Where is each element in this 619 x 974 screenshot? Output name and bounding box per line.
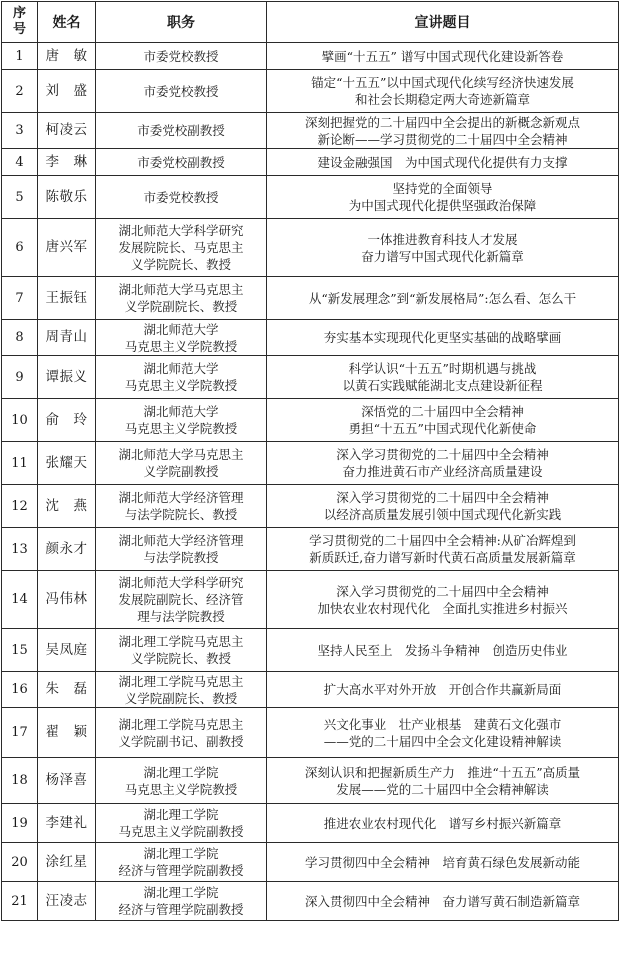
table-row — [2, 485, 619, 528]
speaker-name-cell: 王振钰 — [38, 277, 96, 320]
table-row — [2, 882, 619, 921]
position-cell: 湖北师范大学马克思主 义学院副院长、教授 — [96, 277, 267, 320]
lecture-topic-cell: 建设金融强国 为中国式现代化提供有力支撑 — [267, 149, 619, 176]
speaker-name-cell: 唐兴军 — [38, 219, 96, 277]
lecture-topic-cell: 擘画“十五五” 谱写中国式现代化建设新答卷 — [267, 43, 619, 70]
lecture-topic-cell: 深刻把握党的二十届四中全会提出的新概念新观点 新论断——学习贯彻党的二十届四中全会精神 — [267, 113, 619, 149]
lecture-topic-cell: 坚持人民至上 发扬斗争精神 创造历史伟业 — [267, 629, 619, 672]
position-cell: 市委党校教授 — [96, 176, 267, 219]
table-row — [2, 320, 619, 356]
position-cell: 湖北师范大学 马克思主义学院教授 — [96, 320, 267, 356]
lecture-topics-table — [1, 1, 619, 921]
table-row — [2, 43, 619, 70]
table-row — [2, 70, 619, 113]
lecture-topic-cell: 深入学习贯彻党的二十届四中全会精神 加快农业农村现代化 全面扎实推进乡村振兴 — [267, 571, 619, 629]
serial-number-cell: 14 — [2, 571, 38, 629]
position-cell: 市委党校副教授 — [96, 149, 267, 176]
position-cell: 湖北师范大学科学研究 发展院副院长、经济管 理与法学院教授 — [96, 571, 267, 629]
lecture-topic-cell: 推进农业农村现代化 谱写乡村振兴新篇章 — [267, 804, 619, 843]
table-body — [2, 43, 619, 921]
header-serial-number: 序 号 — [2, 2, 38, 43]
serial-number-cell: 17 — [2, 708, 38, 758]
speaker-name-cell: 沈 燕 — [38, 485, 96, 528]
speaker-name-cell: 谭振义 — [38, 356, 96, 399]
position-cell: 湖北师范大学 马克思主义学院教授 — [96, 399, 267, 442]
speaker-name-cell: 冯伟林 — [38, 571, 96, 629]
position-cell: 湖北理工学院 马克思主义学院副教授 — [96, 804, 267, 843]
serial-number-cell: 15 — [2, 629, 38, 672]
serial-number-cell: 9 — [2, 356, 38, 399]
speaker-name-cell: 涂红星 — [38, 843, 96, 882]
lecture-topic-cell: 学习贯彻党的二十届四中全会精神:从矿冶辉煌到 新质跃迁,奋力谱写新时代黄石高质量发展新篇章 — [267, 528, 619, 571]
speaker-name-cell: 李建礼 — [38, 804, 96, 843]
serial-number-cell: 18 — [2, 758, 38, 804]
lecture-topic-cell: 学习贯彻四中全会精神 培育黄石绿色发展新动能 — [267, 843, 619, 882]
position-cell: 湖北师范大学经济管理 与法学院院长、教授 — [96, 485, 267, 528]
table-row — [2, 113, 619, 149]
table-row — [2, 399, 619, 442]
serial-number-cell: 4 — [2, 149, 38, 176]
speaker-name-cell: 柯凌云 — [38, 113, 96, 149]
position-cell: 湖北师范大学科学研究 发展院院长、马克思主 义学院院长、教授 — [96, 219, 267, 277]
position-cell: 湖北理工学院马克思主 义学院副书记、副教授 — [96, 708, 267, 758]
speaker-name-cell: 吴凤庭 — [38, 629, 96, 672]
header-topic: 宣讲题目 — [267, 2, 619, 43]
serial-number-cell: 10 — [2, 399, 38, 442]
lecture-topic-cell: 深入贯彻四中全会精神 奋力谱写黄石制造新篇章 — [267, 882, 619, 921]
serial-number-cell: 19 — [2, 804, 38, 843]
lecture-topic-cell: 坚持党的全面领导 为中国式现代化提供坚强政治保障 — [267, 176, 619, 219]
table-row — [2, 672, 619, 708]
header-name: 姓名 — [38, 2, 96, 43]
serial-number-cell: 6 — [2, 219, 38, 277]
table-row — [2, 176, 619, 219]
speaker-name-cell: 周青山 — [38, 320, 96, 356]
table-row — [2, 277, 619, 320]
position-cell: 湖北师范大学经济管理 与法学院教授 — [96, 528, 267, 571]
position-cell: 市委党校教授 — [96, 70, 267, 113]
speaker-name-cell: 李 琳 — [38, 149, 96, 176]
position-cell: 湖北理工学院 经济与管理学院副教授 — [96, 843, 267, 882]
serial-number-cell: 3 — [2, 113, 38, 149]
position-cell: 湖北师范大学马克思主 义学院副教授 — [96, 442, 267, 485]
serial-number-cell: 16 — [2, 672, 38, 708]
serial-number-cell: 1 — [2, 43, 38, 70]
position-cell: 湖北理工学院马克思主 义学院副院长、教授 — [96, 672, 267, 708]
speaker-name-cell: 朱 磊 — [38, 672, 96, 708]
speaker-name-cell: 汪凌志 — [38, 882, 96, 921]
table-row — [2, 149, 619, 176]
table-row — [2, 843, 619, 882]
lecture-topic-cell: 深入学习贯彻党的二十届四中全会精神 以经济高质量发展引领中国式现代化新实践 — [267, 485, 619, 528]
table-row — [2, 804, 619, 843]
table-row — [2, 758, 619, 804]
speaker-name-cell: 陈敬乐 — [38, 176, 96, 219]
lecture-topic-cell: 深悟党的二十届四中全会精神 勇担“十五五”中国式现代化新使命 — [267, 399, 619, 442]
table-row — [2, 442, 619, 485]
serial-number-cell: 8 — [2, 320, 38, 356]
lecture-topic-cell: 兴文化事业 壮产业根基 建黄石文化强市 ——党的二十届四中全会文化建设精神解读 — [267, 708, 619, 758]
serial-number-cell: 20 — [2, 843, 38, 882]
lecture-topic-cell: 扩大高水平对外开放 开创合作共赢新局面 — [267, 672, 619, 708]
table-row — [2, 356, 619, 399]
table-row — [2, 629, 619, 672]
lecture-topic-cell: 一体推进教育科技人才发展 奋力谱写中国式现代化新篇章 — [267, 219, 619, 277]
serial-number-cell: 2 — [2, 70, 38, 113]
position-cell: 湖北理工学院 经济与管理学院副教授 — [96, 882, 267, 921]
lecture-topic-cell: 夯实基本实现现代化更坚实基础的战略擘画 — [267, 320, 619, 356]
serial-number-cell: 13 — [2, 528, 38, 571]
position-cell: 市委党校副教授 — [96, 113, 267, 149]
lecture-topic-cell: 深入学习贯彻党的二十届四中全会精神 奋力推进黄石市产业经济高质量建设 — [267, 442, 619, 485]
serial-number-cell: 21 — [2, 882, 38, 921]
table-row — [2, 708, 619, 758]
serial-number-cell: 5 — [2, 176, 38, 219]
position-cell: 湖北师范大学 马克思主义学院教授 — [96, 356, 267, 399]
speaker-name-cell: 翟 颖 — [38, 708, 96, 758]
header-position: 职务 — [96, 2, 267, 43]
speaker-name-cell: 张耀天 — [38, 442, 96, 485]
table-row — [2, 571, 619, 629]
position-cell: 湖北理工学院 马克思主义学院教授 — [96, 758, 267, 804]
lecture-topic-cell: 科学认识“十五五”时期机遇与挑战 以黄石实践赋能湖北支点建设新征程 — [267, 356, 619, 399]
lecture-topic-cell: 从“新发展理念”到“新发展格局”:怎么看、怎么干 — [267, 277, 619, 320]
speaker-name-cell: 杨泽喜 — [38, 758, 96, 804]
speaker-name-cell: 唐 敏 — [38, 43, 96, 70]
table-header-row — [2, 2, 619, 43]
serial-number-cell: 7 — [2, 277, 38, 320]
table-row — [2, 219, 619, 277]
serial-number-cell: 12 — [2, 485, 38, 528]
speaker-name-cell: 颜永才 — [38, 528, 96, 571]
position-cell: 湖北理工学院马克思主 义学院院长、教授 — [96, 629, 267, 672]
speaker-name-cell: 刘 盛 — [38, 70, 96, 113]
speaker-name-cell: 俞 玲 — [38, 399, 96, 442]
lecture-topic-cell: 锚定“十五五”以中国式现代化续写经济快速发展 和社会长期稳定两大奇迹新篇章 — [267, 70, 619, 113]
position-cell: 市委党校教授 — [96, 43, 267, 70]
lecture-topic-cell: 深刻认识和把握新质生产力 推进“十五五”高质量 发展——党的二十届四中全会精神解读 — [267, 758, 619, 804]
table-row — [2, 528, 619, 571]
serial-number-cell: 11 — [2, 442, 38, 485]
